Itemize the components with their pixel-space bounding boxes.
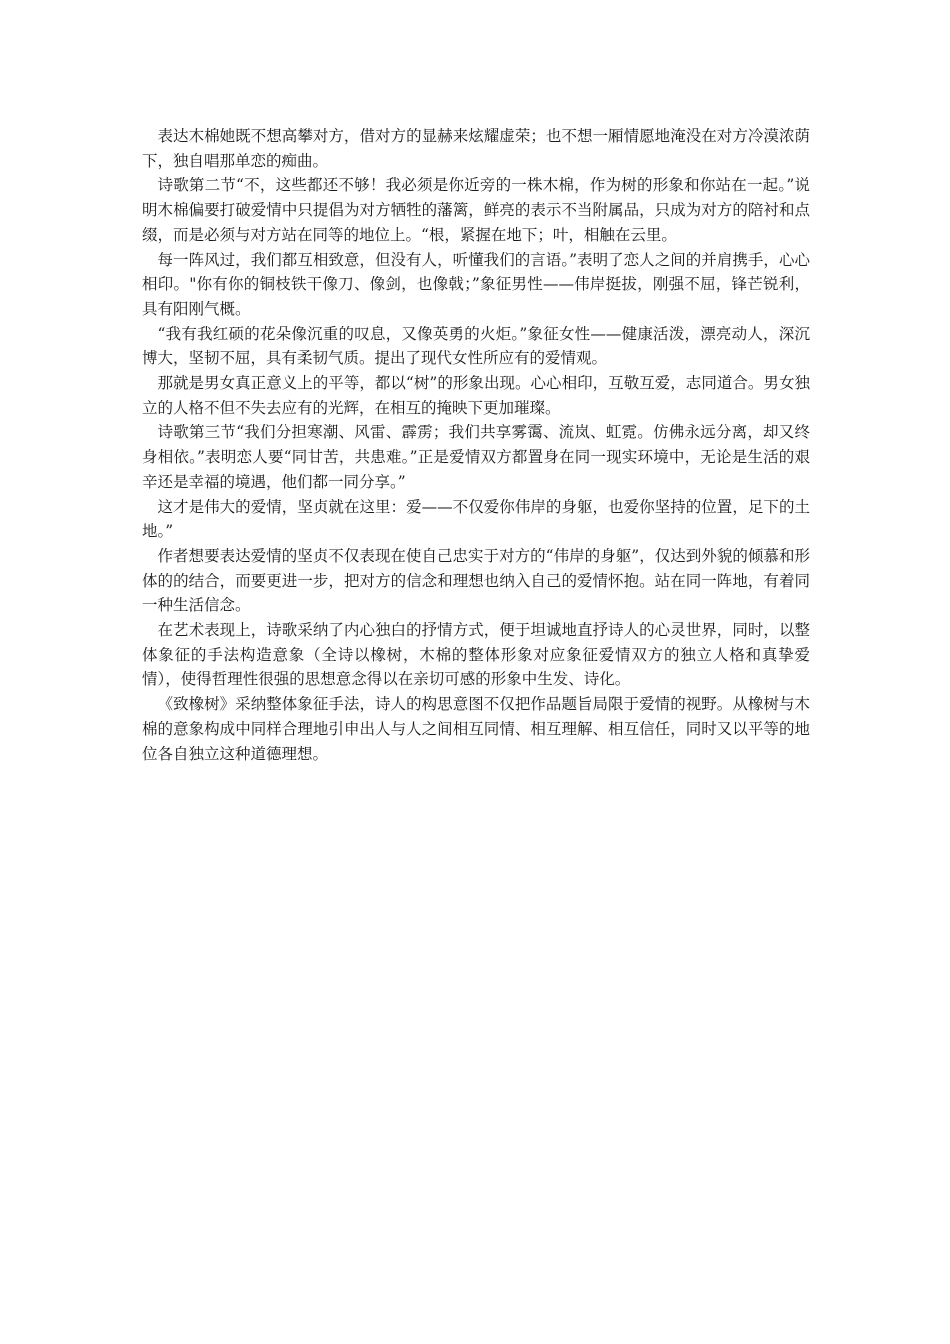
paragraph: 那就是男女真正意义上的平等，都以“树”的形象出现。心心相印，互敬互爱，志同道合。男女独立的人格不但不失去应有的光辉，在相互的掩映下更加璀璨。	[142, 374, 810, 417]
paragraph: 作者想要表达爱情的坚贞不仅表现在使自己忠实于对方的“伟岸的身躯”，仅达到外貌的倾慕和形体的的结合，而要更进一步，把对方的信念和理想也纳入自己的爱情怀抱。站在同一阵地，有着同一种生活信念。	[142, 546, 810, 615]
document-body	[142, 124, 810, 766]
paragraph: 在艺术表现上，诗歌采纳了内心独白的抒情方式，便于坦诚地直抒诗人的心灵世界，同时，以整体象征的手法构造意象（全诗以橡树，木棉的整体形象对应象征爱情双方的独立人格和真挚爱情），使得哲理性很强的思想意念得以在亲切可感的形象中生发、诗化。	[142, 621, 810, 689]
paragraph: 这才是伟大的爱情，坚贞就在这里：爱——不仅爱你伟岸的身躯，也爱你坚持的位置，足下的土地。”	[142, 497, 810, 541]
paragraph: 诗歌第三节“我们分担寒潮、风雷、霹雳；我们共享雾霭、流岚、虹霓。仿佛永远分离，却又终身相依。”表明恋人要“同甘苦，共患难。”正是爱情双方都置身在同一现实环境中，无论是生活的艰辛还是幸福的境遇，他们都一同分享。”	[142, 423, 810, 491]
paragraph: 每一阵风过，我们都互相致意，但没有人，听懂我们的言语。”表明了恋人之间的并肩携手，心心相印。"你有你的铜枝铁干像刀、像剑，也像戟；”象征男性——伟岸挺拔，刚强不屈，锋芒锐利，具有阳刚气概。	[142, 250, 810, 318]
paragraph: 《致橡树》采纳整体象征手法，诗人的构思意图不仅把作品题旨局限于爱情的视野。从橡树与木棉的意象构成中同样合理地引申出人与人之间相互同情、相互理解、相互信任，同时又以平等的地位各自独立这种道德理想。	[142, 695, 810, 763]
paragraph: 诗歌第二节“不，这些都还不够！我必须是你近旁的一株木棉，作为树的形象和你站在一起。”说明木棉偏要打破爱情中只提倡为对方牺牲的藩篱，鲜亮的表示不当附属品，只成为对方的陪衬和点缀，而是必须与对方站在同等的地位上。“根，紧握在地下；叶，相触在云里。	[142, 176, 810, 244]
paragraph: 表达木棉她既不想高攀对方，借对方的显赫来炫耀虚荣；也不想一厢情愿地淹没在对方冷漠浓荫下，独自唱那单恋的痴曲。	[142, 127, 810, 170]
paragraph: “我有我红硕的花朵像沉重的叹息，又像英勇的火炬。”象征女性——健康活泼，漂亮动人，深沉博大，坚韧不屈，具有柔韧气质。提出了现代女性所应有的爱情观。	[142, 324, 810, 368]
